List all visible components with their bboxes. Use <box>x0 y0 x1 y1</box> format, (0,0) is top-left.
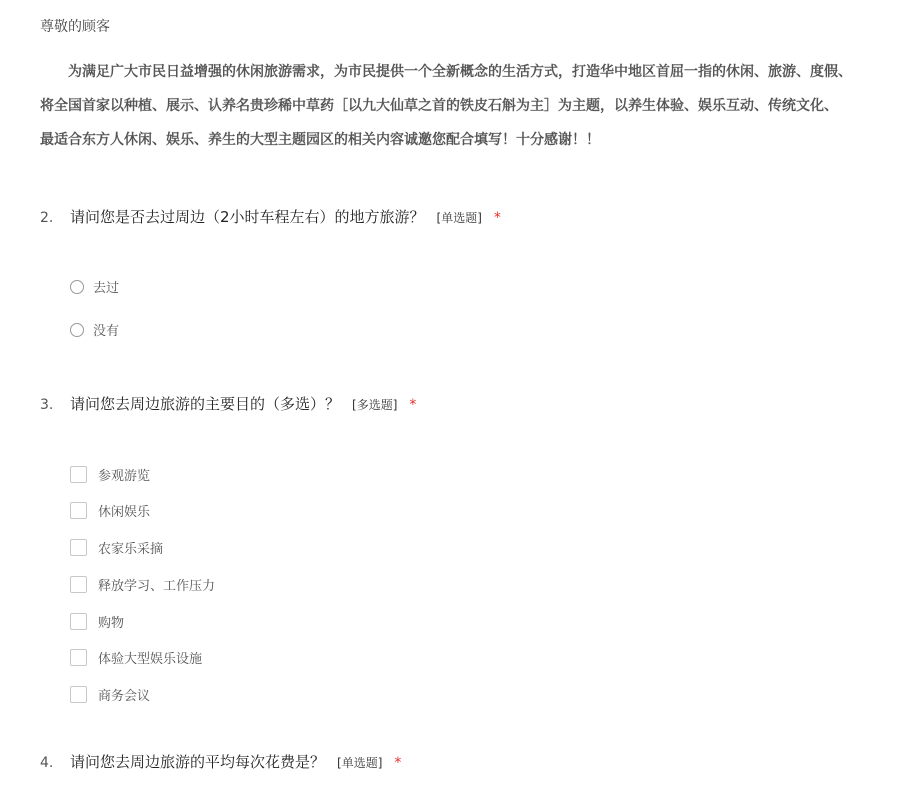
option-label: 商务会议 <box>98 689 151 704</box>
option-label: 购物 <box>98 616 125 631</box>
checkbox[interactable] <box>70 466 87 483</box>
question-type-badge: [多选题] <box>352 398 398 412</box>
checkbox-option-farm-picking[interactable] <box>70 538 163 557</box>
option-label: 休闲娱乐 <box>98 505 151 520</box>
required-marker: * <box>394 755 402 771</box>
question-2-title <box>40 206 890 227</box>
question-type-badge: [单选题] <box>436 211 482 225</box>
option-label: 体验大型娱乐设施 <box>98 652 203 667</box>
greeting-text: 尊敬的顾客 <box>40 19 110 35</box>
checkbox-option-relieve-stress[interactable] <box>70 575 215 594</box>
option-label: 去过 <box>93 281 120 296</box>
checkbox-option-sightseeing[interactable] <box>70 465 150 484</box>
checkbox-option-amusement-facilities[interactable] <box>70 648 202 667</box>
question-number: 2. <box>40 210 54 226</box>
radio-option-not-went[interactable] <box>70 320 119 339</box>
intro-line: 最适合东方人休闲、娱乐、养生的大型主题园区的相关内容诚邀您配合填写！十分感谢！！ <box>40 132 600 148</box>
checkbox[interactable] <box>70 502 87 519</box>
required-marker: * <box>409 397 417 413</box>
intro-paragraph <box>40 55 900 157</box>
checkbox[interactable] <box>70 686 87 703</box>
option-label: 释放学习、工作压力 <box>98 579 216 594</box>
question-3-title <box>40 393 890 414</box>
checkbox[interactable] <box>70 649 87 666</box>
question-4-title <box>40 751 890 772</box>
checkbox[interactable] <box>70 576 87 593</box>
question-number: 3. <box>40 397 54 413</box>
intro-line: 为满足广大市民日益增强的休闲旅游需求，为市民提供一个全新概念的生活方式，打造华中地区首屈一指的休闲、旅游、度假、 <box>68 64 852 80</box>
radio-button[interactable] <box>70 323 84 337</box>
checkbox[interactable] <box>70 613 87 630</box>
checkbox-option-leisure[interactable] <box>70 501 150 520</box>
required-marker: * <box>493 210 501 226</box>
question-type-badge: [单选题] <box>337 756 383 770</box>
question-text: 请问您是否去过周边（2小时车程左右）的地方旅游？ <box>70 208 425 226</box>
question-number: 4. <box>40 755 54 771</box>
radio-option-went[interactable] <box>70 277 119 296</box>
checkbox-option-business-meeting[interactable] <box>70 685 150 704</box>
checkbox[interactable] <box>70 539 87 556</box>
option-label: 没有 <box>93 324 120 339</box>
checkbox-option-shopping[interactable] <box>70 612 124 631</box>
question-text: 请问您去周边旅游的平均每次花费是？ <box>70 753 326 771</box>
radio-button[interactable] <box>70 280 84 294</box>
option-label: 农家乐采摘 <box>98 542 164 557</box>
intro-line: 将全国首家以种植、展示、认养名贵珍稀中草药［以九大仙草之首的铁皮石斛为主］为主题，以养生体验、娱乐互动、传统文化、 <box>40 98 838 114</box>
question-text: 请问您去周边旅游的主要目的（多选）？ <box>70 395 341 413</box>
option-label: 参观游览 <box>98 469 151 484</box>
